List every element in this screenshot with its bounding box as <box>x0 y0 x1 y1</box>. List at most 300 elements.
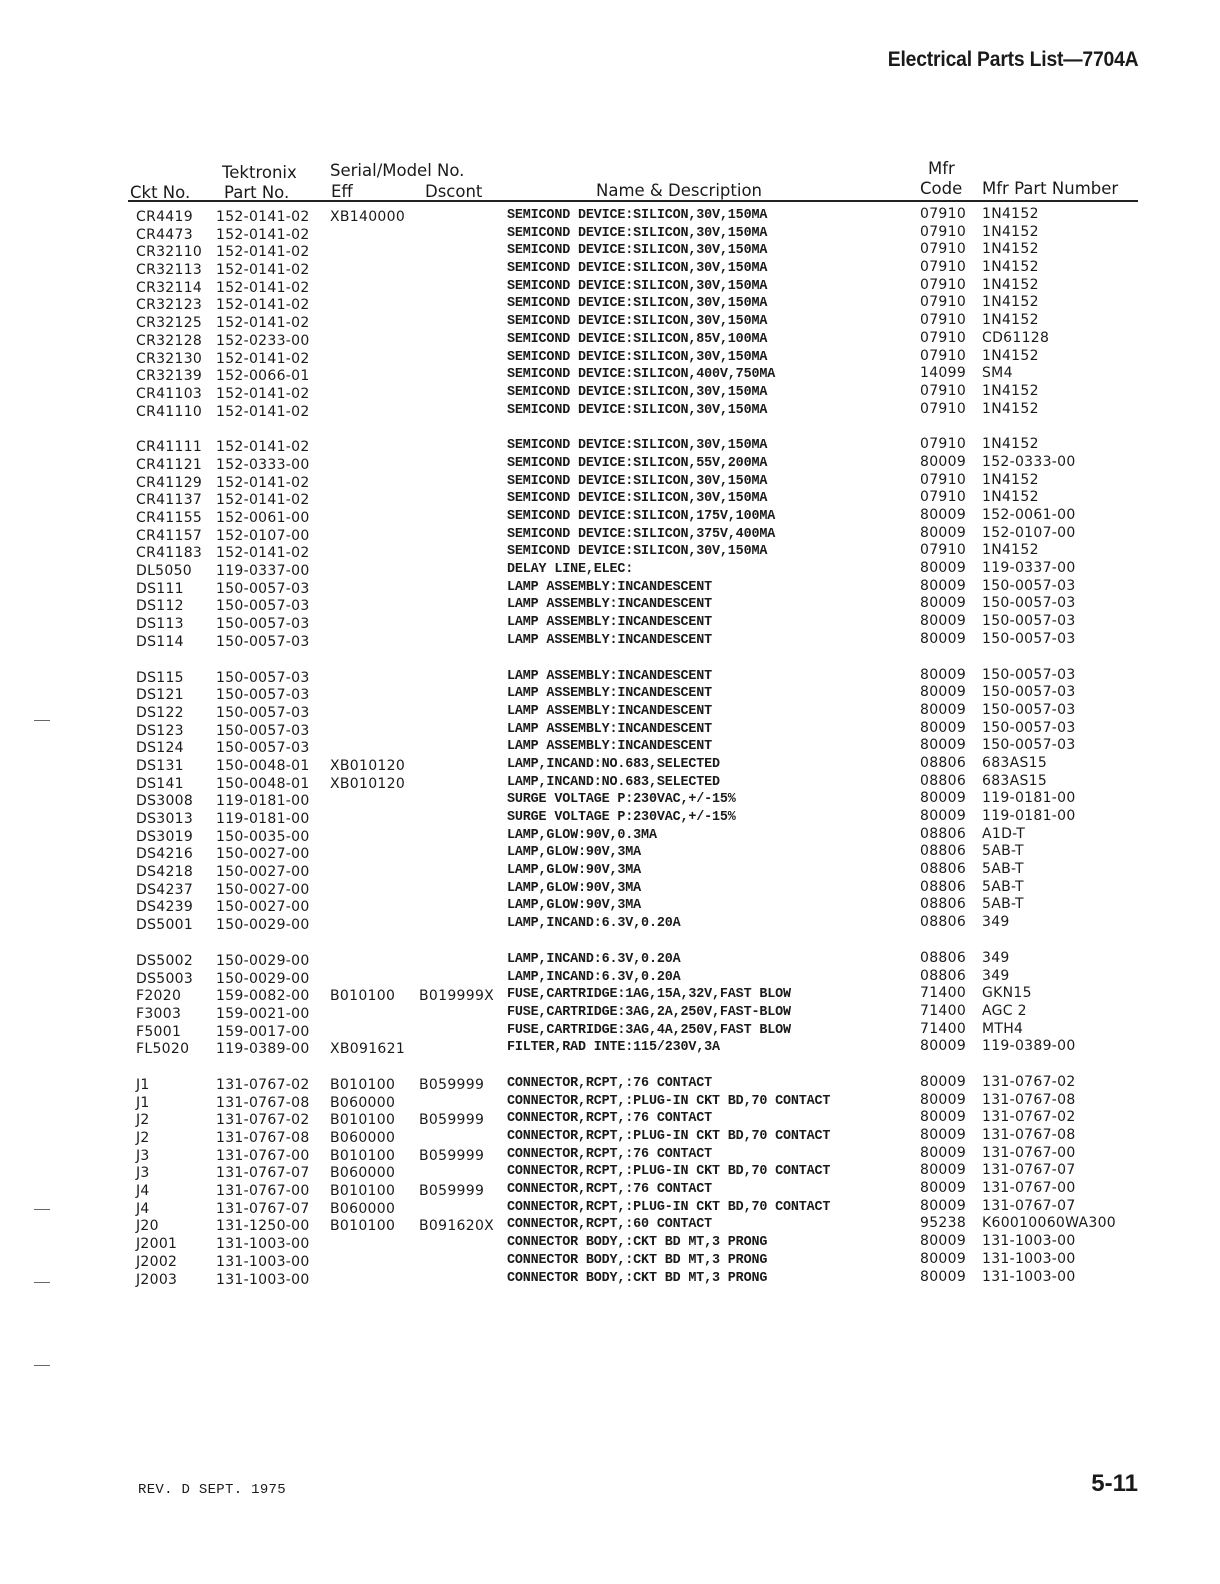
page-number: 5-11 <box>1091 1470 1138 1497</box>
row-mfr-code: 07910 <box>920 382 967 399</box>
row-description: CONNECTOR,RCPT,:76 CONTACT <box>507 1146 713 1162</box>
row-part-no: 159-0082-00 <box>216 988 310 1005</box>
row-ckt-no: DS131 <box>136 757 184 774</box>
row-description: SEMICOND DEVICE:SILICON,400V,750MA <box>507 367 776 383</box>
row-ckt-no: CR41129 <box>136 474 203 491</box>
row-part-no: 152-0141-02 <box>216 474 310 491</box>
row-mfr-code: 80009 <box>920 577 967 594</box>
row-part-no: 131-1003-00 <box>216 1253 310 1270</box>
row-description: LAMP,INCAND:NO.683,SELECTED <box>507 756 720 772</box>
row-description: CONNECTOR,RCPT,:PLUG-IN CKT BD,70 CONTACT <box>507 1164 831 1180</box>
row-mfr-code: 71400 <box>920 1020 967 1037</box>
row-mfr-code: 08806 <box>920 754 967 771</box>
row-mfr-part-number: 131-0767-08 <box>982 1091 1076 1108</box>
row-mfr-part-number: 1N4152 <box>982 206 1039 222</box>
header-code: Code <box>920 179 963 198</box>
table-row <box>0 526 1220 544</box>
row-ckt-no: DS4239 <box>136 899 194 916</box>
row-mfr-part-number: 131-0767-07 <box>982 1162 1076 1179</box>
table-row <box>0 703 1220 721</box>
row-part-no: 119-0337-00 <box>216 563 310 580</box>
row-mfr-part-number: 152-0333-00 <box>982 453 1076 470</box>
table-row <box>0 455 1220 473</box>
row-description: SEMICOND DEVICE:SILICON,30V,150MA <box>507 491 768 507</box>
table-row <box>0 668 1220 686</box>
row-part-no: 150-0057-03 <box>216 580 310 597</box>
table-row <box>0 1163 1220 1181</box>
table-row <box>0 384 1220 402</box>
table-row <box>0 1128 1220 1146</box>
row-part-no: 150-0048-01 <box>216 757 310 774</box>
row-part-no: 150-0027-00 <box>216 881 310 898</box>
row-ckt-no: CR4419 <box>136 209 193 225</box>
row-part-no: 152-0141-02 <box>216 403 310 420</box>
row-eff: B010100 <box>330 1183 396 1200</box>
row-part-no: 152-0141-02 <box>216 244 310 261</box>
row-mfr-code: 07910 <box>920 206 967 222</box>
row-ckt-no: DS141 <box>136 775 184 792</box>
row-part-no: 131-0767-00 <box>216 1147 310 1164</box>
row-ckt-no: DS4237 <box>136 881 194 898</box>
row-mfr-part-number: 150-0057-03 <box>982 595 1076 612</box>
row-mfr-code: 80009 <box>920 684 967 701</box>
row-ckt-no: DS124 <box>136 740 184 757</box>
row-mfr-part-number: 152-0061-00 <box>982 507 1076 523</box>
table-row <box>0 791 1220 809</box>
row-mfr-code: 08806 <box>920 878 967 895</box>
row-part-no: 152-0333-00 <box>216 456 310 473</box>
row-description: SEMICOND DEVICE:SILICON,375V,400MA <box>507 526 776 542</box>
row-part-no: 131-0767-00 <box>216 1183 310 1200</box>
row-description: SEMICOND DEVICE:SILICON,30V,150MA <box>507 314 768 330</box>
table-row <box>0 915 1220 933</box>
row-description: CONNECTOR,RCPT,:PLUG-IN CKT BD,70 CONTACT <box>507 1199 831 1215</box>
row-mfr-code: 80009 <box>920 1162 967 1179</box>
row-mfr-code: 08806 <box>920 825 967 842</box>
row-mfr-code: 80009 <box>920 524 967 541</box>
row-mfr-code: 07910 <box>920 312 967 329</box>
row-description: LAMP ASSEMBLY:INCANDESCENT <box>507 686 713 702</box>
row-mfr-part-number: 683AS15 <box>982 754 1048 771</box>
row-mfr-part-number: 131-0767-02 <box>982 1073 1076 1090</box>
row-description: LAMP,GLOW:90V,0.3MA <box>507 827 657 843</box>
row-description: SEMICOND DEVICE:SILICON,30V,150MA <box>507 278 768 294</box>
row-description: CONNECTOR,RCPT,:76 CONTACT <box>507 1111 713 1127</box>
row-description: SEMICOND DEVICE:SILICON,30V,150MA <box>507 208 768 223</box>
table-row <box>0 579 1220 597</box>
row-description: FUSE,CARTRIDGE:3AG,2A,250V,FAST-BLOW <box>507 1004 791 1020</box>
table-row <box>0 1181 1220 1199</box>
row-eff: B060000 <box>330 1165 396 1182</box>
row-part-no: 150-0027-00 <box>216 864 310 881</box>
row-eff: XB010120 <box>330 757 406 774</box>
row-description: CONNECTOR BODY,:CKT BD MT,3 PRONG <box>507 1252 768 1268</box>
table-row <box>0 1004 1220 1022</box>
row-part-no: 150-0057-03 <box>216 633 310 650</box>
row-description: SEMICOND DEVICE:SILICON,30V,150MA <box>507 384 768 400</box>
row-mfr-code: 80009 <box>920 613 967 630</box>
row-mfr-part-number: 131-1003-00 <box>982 1250 1076 1267</box>
row-mfr-code: 80009 <box>920 1073 967 1090</box>
row-ckt-no: CR41103 <box>136 385 203 402</box>
row-mfr-code: 08806 <box>920 861 967 878</box>
row-part-no: 131-0767-08 <box>216 1130 310 1146</box>
row-ckt-no: CR41157 <box>136 527 203 544</box>
row-mfr-code: 80009 <box>920 701 967 718</box>
row-ckt-no: DS114 <box>136 633 184 650</box>
row-mfr-part-number: 5AB-T <box>982 878 1024 895</box>
row-description: SEMICOND DEVICE:SILICON,55V,200MA <box>507 455 768 471</box>
row-mfr-code: 14099 <box>920 365 967 382</box>
row-eff: B060000 <box>330 1200 396 1217</box>
table-row <box>0 1216 1220 1234</box>
header-eff: Eff <box>331 182 353 201</box>
row-part-no: 150-0057-03 <box>216 687 310 704</box>
row-ckt-no: CR41110 <box>136 403 203 420</box>
row-mfr-code: 80009 <box>920 808 967 824</box>
row-description: LAMP ASSEMBLY:INCANDESCENT <box>507 632 713 648</box>
row-mfr-part-number: 1N4152 <box>982 223 1039 240</box>
row-eff: B010100 <box>330 1076 396 1093</box>
row-part-no: 152-0141-02 <box>216 545 310 562</box>
row-mfr-code: 80009 <box>920 507 967 523</box>
row-description: LAMP ASSEMBLY:INCANDESCENT <box>507 721 713 737</box>
table-row <box>0 225 1220 243</box>
row-description: SEMICOND DEVICE:SILICON,85V,100MA <box>507 331 768 347</box>
row-part-no: 152-0141-02 <box>216 492 310 509</box>
row-mfr-part-number: 1N4152 <box>982 276 1039 293</box>
row-mfr-code: 08806 <box>920 967 967 984</box>
row-part-no: 150-0027-00 <box>216 846 310 863</box>
table-row <box>0 1022 1220 1040</box>
row-part-no: 131-0767-07 <box>216 1200 310 1217</box>
row-mfr-code: 07910 <box>920 471 967 488</box>
row-part-no: 150-0029-00 <box>216 917 310 934</box>
table-row <box>0 721 1220 739</box>
row-mfr-code: 80009 <box>920 1268 967 1285</box>
row-ckt-no: FL5020 <box>136 1041 190 1058</box>
row-ckt-no: DS5001 <box>136 917 194 934</box>
table-row <box>0 880 1220 898</box>
row-ckt-no: CR41155 <box>136 510 203 526</box>
row-ckt-no: J3 <box>136 1165 150 1182</box>
row-mfr-code: 80009 <box>920 630 967 647</box>
row-dscont: B059999 <box>419 1147 485 1164</box>
table-row <box>0 561 1220 579</box>
table-row <box>0 897 1220 915</box>
row-mfr-code: 07910 <box>920 259 967 276</box>
row-ckt-no: CR32123 <box>136 297 203 314</box>
row-ckt-no: J2 <box>136 1112 150 1129</box>
row-mfr-part-number: 131-1003-00 <box>982 1233 1076 1250</box>
row-eff: XB140000 <box>330 209 406 225</box>
row-ckt-no: CR32125 <box>136 315 203 332</box>
row-description: LAMP ASSEMBLY:INCANDESCENT <box>507 703 713 719</box>
row-part-no: 150-0057-03 <box>216 669 310 686</box>
row-ckt-no: DS113 <box>136 616 184 633</box>
row-mfr-code: 80009 <box>920 1091 967 1108</box>
row-mfr-part-number: 131-0767-00 <box>982 1180 1076 1197</box>
row-ckt-no: DS5003 <box>136 970 194 987</box>
header-name-description: Name & Description <box>596 181 763 200</box>
margin-mark <box>34 1282 50 1283</box>
row-description: SEMICOND DEVICE:SILICON,175V,100MA <box>507 509 776 524</box>
table-row <box>0 1199 1220 1217</box>
row-mfr-code: 80009 <box>920 1233 967 1250</box>
header-ckt-no: Ckt No. <box>130 183 191 202</box>
row-mfr-code: 80009 <box>920 719 967 736</box>
row-mfr-code: 80009 <box>920 453 967 470</box>
row-part-no: 131-0767-02 <box>216 1076 310 1093</box>
row-mfr-code: 80009 <box>920 1144 967 1161</box>
row-description: CONNECTOR,RCPT,:76 CONTACT <box>507 1182 713 1198</box>
row-description: SURGE VOLTAGE P:230VAC,+/-15% <box>507 792 736 808</box>
row-part-no: 152-0141-02 <box>216 226 310 243</box>
table-row <box>0 1110 1220 1128</box>
row-description: LAMP,GLOW:90V,3MA <box>507 845 642 861</box>
row-mfr-part-number: CD61128 <box>982 329 1050 346</box>
row-mfr-part-number: 131-0767-08 <box>982 1127 1076 1143</box>
row-ckt-no: DS121 <box>136 687 184 704</box>
row-part-no: 119-0389-00 <box>216 1041 310 1058</box>
row-mfr-part-number: 1N4152 <box>982 294 1039 311</box>
row-description: SEMICOND DEVICE:SILICON,30V,150MA <box>507 349 768 365</box>
row-ckt-no: J4 <box>136 1183 150 1200</box>
row-part-no: 152-0141-02 <box>216 297 310 314</box>
row-description: LAMP ASSEMBLY:INCANDESCENT <box>507 615 713 631</box>
table-row <box>0 986 1220 1004</box>
row-dscont: B059999 <box>419 1183 485 1200</box>
table-row <box>0 490 1220 508</box>
table-row <box>0 809 1220 827</box>
table-row <box>0 402 1220 420</box>
table-row <box>0 437 1220 455</box>
row-ckt-no: CR41183 <box>136 545 203 562</box>
margin-mark <box>34 720 50 721</box>
row-ckt-no: J2001 <box>136 1236 178 1253</box>
row-part-no: 152-0141-02 <box>216 209 310 225</box>
row-mfr-part-number: 150-0057-03 <box>982 613 1076 630</box>
row-eff: XB010120 <box>330 775 406 792</box>
row-mfr-part-number: 349 <box>982 914 1010 931</box>
row-mfr-part-number: 5AB-T <box>982 843 1024 860</box>
row-ckt-no: CR32114 <box>136 279 203 296</box>
row-ckt-no: CR41121 <box>136 456 203 473</box>
row-mfr-code: 08806 <box>920 772 967 789</box>
row-mfr-part-number: 150-0057-03 <box>982 577 1076 594</box>
row-mfr-code: 80009 <box>920 1109 967 1126</box>
row-ckt-no: DS4218 <box>136 864 194 881</box>
row-mfr-part-number: 349 <box>982 967 1010 984</box>
row-description: SEMICOND DEVICE:SILICON,30V,150MA <box>507 225 768 241</box>
row-mfr-part-number: 5AB-T <box>982 861 1024 878</box>
row-part-no: 152-0107-00 <box>216 527 310 544</box>
row-description: CONNECTOR,RCPT,:60 CONTACT <box>507 1217 713 1233</box>
table-row <box>0 614 1220 632</box>
row-part-no: 152-0141-02 <box>216 350 310 367</box>
table-row <box>0 278 1220 296</box>
table-row <box>0 543 1220 561</box>
table-row <box>0 596 1220 614</box>
header-dscont: Dscont <box>425 182 483 201</box>
row-part-no: 150-0048-01 <box>216 775 310 792</box>
table-row <box>0 774 1220 792</box>
row-mfr-part-number: 119-0181-00 <box>982 790 1076 807</box>
table-row <box>0 508 1220 526</box>
row-description: FUSE,CARTRIDGE:3AG,4A,250V,FAST BLOW <box>507 1022 791 1038</box>
table-row <box>0 1146 1220 1164</box>
row-part-no: 152-0233-00 <box>216 332 310 349</box>
row-ckt-no: J2002 <box>136 1253 178 1270</box>
row-mfr-part-number: 150-0057-03 <box>982 684 1076 701</box>
row-mfr-code: 08806 <box>920 949 967 966</box>
row-ckt-no: F2020 <box>136 988 182 1005</box>
table-row <box>0 862 1220 880</box>
row-description: LAMP,GLOW:90V,3MA <box>507 880 642 896</box>
row-mfr-code: 80009 <box>920 1197 967 1214</box>
row-mfr-code: 80009 <box>920 595 967 612</box>
row-part-no: 131-1003-00 <box>216 1271 310 1288</box>
row-part-no: 119-0181-00 <box>216 811 310 827</box>
row-description: DELAY LINE,ELEC: <box>507 562 634 578</box>
header-rule <box>128 200 1138 202</box>
parts-table <box>0 207 1220 1287</box>
row-part-no: 131-0767-07 <box>216 1165 310 1182</box>
row-part-no: 131-1003-00 <box>216 1236 310 1253</box>
row-eff: B060000 <box>330 1094 396 1111</box>
row-mfr-part-number: 1N4152 <box>982 241 1039 258</box>
header-part-no: Part No. <box>224 183 290 202</box>
row-description: CONNECTOR,RCPT,:PLUG-IN CKT BD,70 CONTACT <box>507 1093 831 1109</box>
row-mfr-part-number: A1D-T <box>982 825 1026 842</box>
row-mfr-code: 07910 <box>920 223 967 240</box>
row-part-no: 150-0029-00 <box>216 952 310 969</box>
row-part-no: 150-0057-03 <box>216 722 310 739</box>
row-part-no: 150-0035-00 <box>216 828 310 845</box>
page-header: Electrical Parts List—7704A <box>887 48 1138 71</box>
row-part-no: 150-0029-00 <box>216 970 310 987</box>
row-mfr-code: 07910 <box>920 241 967 258</box>
row-mfr-part-number: 1N4152 <box>982 382 1039 399</box>
row-description: SEMICOND DEVICE:SILICON,30V,150MA <box>507 402 768 418</box>
row-ckt-no: F3003 <box>136 1005 182 1022</box>
row-part-no: 152-0066-01 <box>216 368 310 385</box>
row-ckt-no: DS3008 <box>136 793 194 810</box>
row-eff: B010100 <box>330 988 396 1005</box>
row-dscont: B019999X <box>419 988 495 1005</box>
row-eff: B060000 <box>330 1130 396 1146</box>
row-mfr-part-number: 683AS15 <box>982 772 1048 789</box>
row-description: LAMP,INCAND:6.3V,0.20A <box>507 969 681 985</box>
row-ckt-no: CR32139 <box>136 368 203 385</box>
row-ckt-no: CR32128 <box>136 332 203 349</box>
row-mfr-part-number: AGC 2 <box>982 1002 1027 1019</box>
table-row <box>0 242 1220 260</box>
table-row <box>0 1039 1220 1057</box>
row-dscont: B091620X <box>419 1218 495 1235</box>
row-ckt-no: DS3019 <box>136 828 194 845</box>
row-part-no: 152-0141-02 <box>216 262 310 279</box>
table-row <box>0 260 1220 278</box>
row-mfr-code: 80009 <box>920 1250 967 1267</box>
row-part-no: 152-0141-02 <box>216 279 310 296</box>
table-row <box>0 632 1220 650</box>
table-row <box>0 331 1220 349</box>
header-mfr: Mfr <box>928 159 955 178</box>
row-part-no: 131-1250-00 <box>216 1218 310 1235</box>
table-row <box>0 1270 1220 1288</box>
row-mfr-code: 80009 <box>920 1038 967 1055</box>
row-mfr-part-number: 1N4152 <box>982 471 1039 488</box>
row-ckt-no: CR32130 <box>136 350 203 367</box>
row-mfr-part-number: 131-0767-07 <box>982 1197 1076 1214</box>
row-description: CONNECTOR BODY,:CKT BD MT,3 PRONG <box>507 1235 768 1251</box>
row-mfr-part-number: 1N4152 <box>982 259 1039 276</box>
table-row <box>0 969 1220 987</box>
row-mfr-code: 80009 <box>920 737 967 754</box>
revision-note: REV. D SEPT. 1975 <box>138 1482 286 1498</box>
row-eff: XB091621 <box>330 1041 406 1058</box>
row-ckt-no: F5001 <box>136 1023 182 1040</box>
row-eff: B010100 <box>330 1147 396 1164</box>
row-ckt-no: DS5002 <box>136 952 194 969</box>
row-mfr-code: 07910 <box>920 436 967 453</box>
table-row <box>0 756 1220 774</box>
row-eff: B010100 <box>330 1112 396 1129</box>
row-mfr-part-number: 152-0107-00 <box>982 524 1076 541</box>
table-row <box>0 827 1220 845</box>
row-part-no: 119-0181-00 <box>216 793 310 810</box>
row-description: FILTER,RAD INTE:115/230V,3A <box>507 1040 720 1056</box>
row-part-no: 152-0141-02 <box>216 315 310 332</box>
row-mfr-code: 71400 <box>920 985 967 1002</box>
row-mfr-code: 80009 <box>920 666 967 683</box>
row-description: LAMP,GLOW:90V,3MA <box>507 898 642 914</box>
row-mfr-part-number: 119-0337-00 <box>982 560 1076 577</box>
table-row <box>0 366 1220 384</box>
row-ckt-no: J20 <box>136 1218 159 1235</box>
row-description: LAMP ASSEMBLY:INCANDESCENT <box>507 668 713 684</box>
header-tektronix: Tektronix <box>222 163 297 182</box>
row-mfr-code: 95238 <box>920 1215 967 1232</box>
row-part-no: 150-0027-00 <box>216 899 310 916</box>
row-ckt-no: DS112 <box>136 598 184 615</box>
margin-mark <box>34 1365 50 1366</box>
table-row <box>0 951 1220 969</box>
row-description: FUSE,CARTRIDGE:1AG,15A,32V,FAST BLOW <box>507 987 791 1003</box>
row-part-no: 152-0141-02 <box>216 385 310 402</box>
row-mfr-part-number: 5AB-T <box>982 896 1024 913</box>
row-description: LAMP ASSEMBLY:INCANDESCENT <box>507 739 713 755</box>
row-mfr-code: 80009 <box>920 1127 967 1143</box>
row-mfr-part-number: 150-0057-03 <box>982 737 1076 754</box>
row-description: SEMICOND DEVICE:SILICON,30V,150MA <box>507 544 768 560</box>
row-description: SURGE VOLTAGE P:230VAC,+/-15% <box>507 810 736 825</box>
row-part-no: 150-0057-03 <box>216 598 310 615</box>
row-mfr-part-number: 1N4152 <box>982 312 1039 329</box>
row-mfr-part-number: 349 <box>982 949 1010 966</box>
row-mfr-part-number: 150-0057-03 <box>982 701 1076 718</box>
row-mfr-part-number: 131-0767-00 <box>982 1144 1076 1161</box>
row-part-no: 152-0141-02 <box>216 439 310 456</box>
row-mfr-code: 08806 <box>920 914 967 931</box>
row-part-no: 159-0017-00 <box>216 1023 310 1040</box>
row-ckt-no: DL5050 <box>136 563 193 580</box>
row-eff: B010100 <box>330 1218 396 1235</box>
row-description: CONNECTOR BODY,:CKT BD MT,3 PRONG <box>507 1270 768 1286</box>
row-mfr-code: 80009 <box>920 790 967 807</box>
row-mfr-part-number: 131-1003-00 <box>982 1268 1076 1285</box>
